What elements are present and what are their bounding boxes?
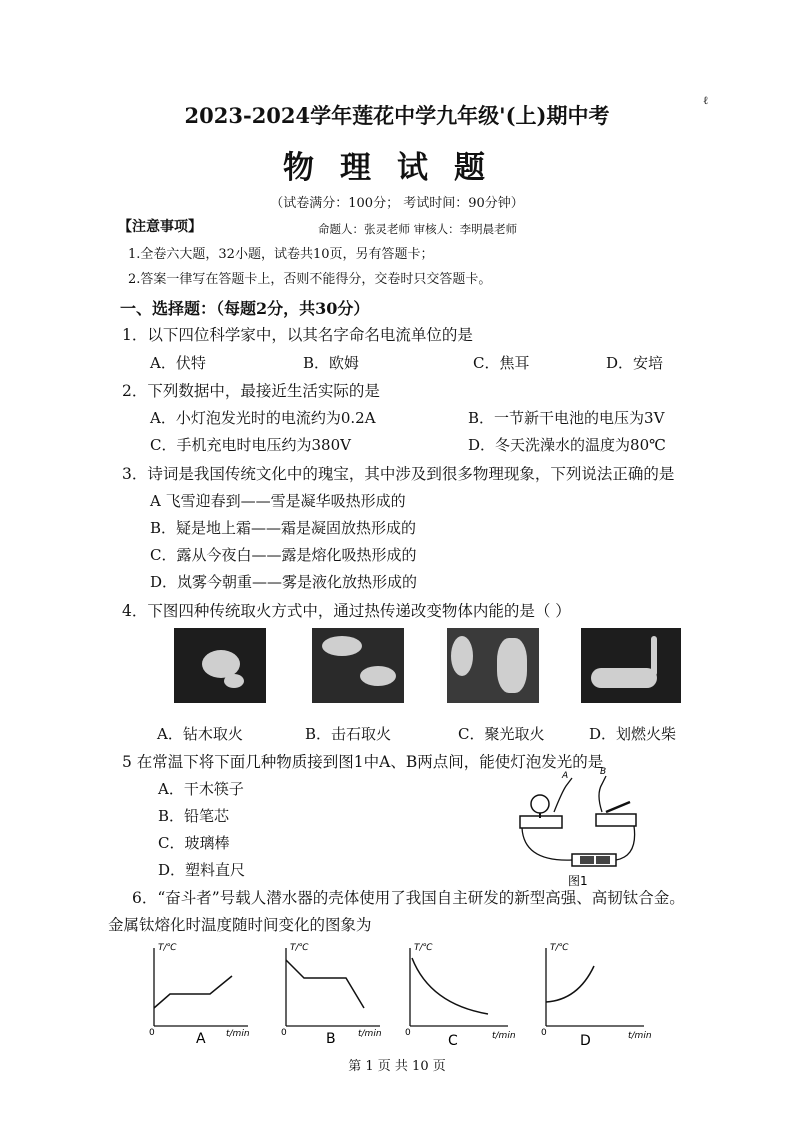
option: D．岚雾今朝重——雾是液化放热形成的	[150, 573, 418, 591]
option: D．安培	[606, 354, 664, 372]
battery-cell	[596, 856, 610, 864]
photo-strike-match	[581, 628, 681, 703]
option: C．露从今夜白——露是熔化吸热形成的	[150, 546, 417, 564]
svg-text:0: 0	[541, 1028, 547, 1038]
wire-b	[599, 776, 606, 812]
option: B．击石取火	[305, 725, 392, 743]
battery-cell	[580, 856, 594, 864]
switch-board	[596, 814, 636, 826]
option: D．冬天洗澡水的温度为80℃	[468, 436, 666, 454]
subject-title: 物理试题	[283, 150, 511, 186]
option: A．干木筷子	[158, 780, 244, 798]
svg-text:T/℃: T/℃	[550, 943, 569, 953]
wire-a	[554, 778, 572, 812]
svg-text:T/℃: T/℃	[290, 943, 309, 953]
wire-switch-battery	[616, 826, 635, 860]
photo-drill-wood	[174, 628, 266, 703]
question-stem: 3．诗词是我国传统文化中的瑰宝，其中涉及到很多物理现象，下列说法正确的是	[122, 465, 675, 483]
svg-text:T/℃: T/℃	[158, 943, 177, 953]
photo-focus-sunlight	[447, 628, 539, 703]
question-stem: 4．下图四种传统取火方式中，通过热传递改变物体内能的是（ ）	[122, 602, 571, 620]
option: A．钻木取火	[157, 725, 243, 743]
graph-c	[396, 938, 528, 1048]
curve-c	[412, 958, 488, 1014]
label-a: A	[562, 771, 569, 781]
graph-letter: C	[448, 1033, 458, 1048]
graph-a	[140, 938, 260, 1048]
svg-text:t/min: t/min	[492, 1031, 516, 1041]
graph-letter: A	[196, 1031, 206, 1047]
option: A．伏特	[150, 354, 206, 372]
graph-letter: D	[580, 1033, 591, 1048]
circuit-diagram	[510, 766, 650, 890]
margin-mark: ℓ	[703, 94, 709, 107]
option: C．手机充电时电压约为380V	[150, 436, 351, 454]
notice-item: 1.全卷六大题，32小题，试卷共10页，另有答题卡；	[128, 247, 434, 262]
question-stem: 2．下列数据中，最接近生活实际的是	[122, 382, 380, 400]
question-stem: 1．以下四位科学家中，以其名字命名电流单位的是	[122, 326, 473, 344]
option: C．聚光取火	[458, 725, 545, 743]
wire-lamp-battery	[522, 828, 572, 860]
section-heading: 一、选择题：（每题2分，共30分）	[120, 299, 370, 318]
figure-caption: 图1	[568, 874, 588, 888]
label-b: B	[600, 767, 607, 777]
svg-text:t/min: t/min	[628, 1031, 652, 1041]
lamp-bulb	[531, 795, 549, 813]
option: C．焦耳	[473, 354, 530, 372]
page-number: 第 1 页 共 10 页	[348, 1059, 446, 1074]
option: A 飞雪迎春到——雪是凝华吸热形成的	[150, 492, 406, 510]
graph-b	[272, 938, 392, 1048]
svg-text:t/min: t/min	[226, 1029, 250, 1039]
svg-text:T/℃: T/℃	[414, 943, 433, 953]
graph-d	[532, 938, 664, 1048]
authors-line: 命题人：张灵老师 审核人：李明晨老师	[318, 222, 518, 236]
exam-title: 2023-2024学年莲花中学九年级'(上)期中考	[184, 103, 610, 128]
option: C．玻璃棒	[158, 834, 230, 852]
question-stem: 5 在常温下将下面几种物质接到图1中A、B两点间，能使灯泡发光的是	[122, 753, 604, 771]
option: B．疑是地上霜——霜是凝固放热形成的	[150, 519, 417, 537]
option: D．塑料直尺	[158, 861, 246, 879]
curve-d	[546, 966, 594, 1002]
option: D．划燃火柴	[589, 725, 677, 743]
curve-a	[154, 976, 232, 1008]
svg-text:t/min: t/min	[358, 1029, 382, 1039]
option: B．一节新干电池的电压为3V	[468, 409, 665, 427]
question-stem-cont: 金属钛熔化时温度随时间变化的图象为	[108, 916, 372, 934]
svg-text:0: 0	[405, 1028, 411, 1038]
svg-text:0: 0	[281, 1028, 287, 1038]
question-stem: 6．“奋斗者”号载人潜水器的壳体使用了我国自主研发的新型高强、高韧钛合金。	[132, 889, 685, 907]
graph-letter: B	[326, 1031, 336, 1047]
curve-b	[286, 960, 364, 1008]
svg-text:0: 0	[149, 1028, 155, 1038]
notice-item: 2.答案一律写在答题卡上，否则不能得分，交卷时只交答题卡。	[128, 272, 492, 287]
photo-strike-stone	[312, 628, 404, 703]
option: B．铅笔芯	[158, 807, 230, 825]
option: B．欧姆	[303, 354, 360, 372]
switch-lever	[606, 802, 630, 812]
notice-heading: 【注意事项】	[118, 219, 202, 235]
option: A．小灯泡发光时的电流约为0.2A	[150, 409, 376, 427]
exam-meta: （试卷满分：100分； 考试时间：90分钟）	[270, 196, 524, 211]
